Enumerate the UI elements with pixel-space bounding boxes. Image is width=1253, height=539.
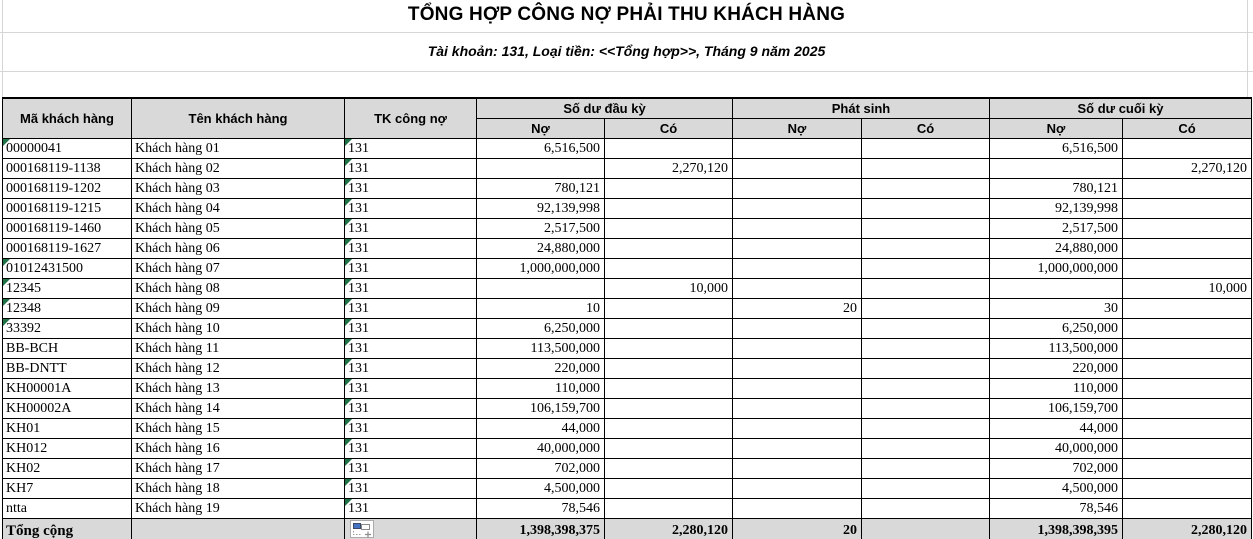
cell-opening-credit[interactable]: [605, 319, 733, 339]
cell-customer-name[interactable]: Khách hàng 15: [132, 419, 345, 439]
cell-closing-debit[interactable]: 110,000: [990, 379, 1123, 399]
text-as-number-warning-icon: [345, 439, 352, 446]
cell-customer-code[interactable]: KH00002A: [3, 399, 132, 419]
cell-closing-debit[interactable]: [990, 279, 1123, 299]
cell-period-debit[interactable]: [733, 499, 862, 519]
cell-account[interactable]: 131: [345, 459, 477, 479]
cell-period-credit[interactable]: [862, 399, 990, 419]
cell-customer-code[interactable]: 12345: [3, 279, 132, 299]
cell-period-debit[interactable]: [733, 339, 862, 359]
cell-opening-credit[interactable]: [605, 419, 733, 439]
header-closing-balance[interactable]: Số dư cuối kỳ: [990, 98, 1252, 119]
cell-closing-credit[interactable]: [1123, 179, 1252, 199]
cell-closing-debit[interactable]: 92,139,998: [990, 199, 1123, 219]
cell-closing-credit[interactable]: [1123, 139, 1252, 159]
total-closing-credit[interactable]: 2,280,120: [1123, 519, 1252, 539]
cell-account[interactable]: 131: [345, 439, 477, 459]
cell-period-debit[interactable]: [733, 139, 862, 159]
cell-period-debit[interactable]: [733, 459, 862, 479]
cell-opening-debit[interactable]: 2,517,500: [477, 219, 605, 239]
cell-account[interactable]: 131: [345, 179, 477, 199]
cell-opening-credit[interactable]: [605, 479, 733, 499]
cell-period-debit[interactable]: [733, 179, 862, 199]
clipboard-paste-options-icon[interactable]: [350, 520, 374, 538]
cell-closing-credit[interactable]: [1123, 339, 1252, 359]
table-row: [3, 499, 1252, 519]
cell-closing-debit[interactable]: 113,500,000: [990, 339, 1123, 359]
cell-account[interactable]: 131: [345, 479, 477, 499]
cell-customer-name[interactable]: Khách hàng 06: [132, 239, 345, 259]
cell-customer-code[interactable]: KH012: [3, 439, 132, 459]
cell-opening-debit[interactable]: 106,159,700: [477, 399, 605, 419]
cell-opening-debit[interactable]: 6,516,500: [477, 139, 605, 159]
cell-period-debit[interactable]: [733, 279, 862, 299]
cell-opening-debit[interactable]: 4,500,000: [477, 479, 605, 499]
cell-customer-code[interactable]: 000168119-1202: [3, 179, 132, 199]
cell-closing-debit[interactable]: 780,121: [990, 179, 1123, 199]
total-row: [3, 519, 1252, 539]
cell-period-debit[interactable]: [733, 159, 862, 179]
cell-account[interactable]: 131: [345, 199, 477, 219]
cell-opening-credit[interactable]: [605, 259, 733, 279]
cell-customer-code[interactable]: 12348: [3, 299, 132, 319]
text-as-number-warning-icon: [345, 419, 352, 426]
cell-opening-credit[interactable]: [605, 339, 733, 359]
cell-customer-name[interactable]: Khách hàng 04: [132, 199, 345, 219]
cell-period-credit[interactable]: [862, 479, 990, 499]
table-row: [3, 239, 1252, 259]
cell-opening-debit[interactable]: 78,546: [477, 499, 605, 519]
cell-closing-debit[interactable]: 24,880,000: [990, 239, 1123, 259]
text-as-number-warning-icon: [345, 319, 352, 326]
cell-closing-debit[interactable]: 106,159,700: [990, 399, 1123, 419]
cell-closing-credit[interactable]: [1123, 379, 1252, 399]
cell-opening-debit[interactable]: 1,000,000,000: [477, 259, 605, 279]
cell-opening-credit[interactable]: [605, 499, 733, 519]
cell-period-debit[interactable]: [733, 219, 862, 239]
table-row: [3, 179, 1252, 199]
text-as-number-warning-icon: [345, 359, 352, 366]
table-row: [3, 299, 1252, 319]
cell-period-debit[interactable]: [733, 259, 862, 279]
cell-opening-debit[interactable]: 6,250,000: [477, 319, 605, 339]
text-as-number-warning-icon: [345, 139, 352, 146]
cell-opening-debit[interactable]: 780,121: [477, 179, 605, 199]
header-account[interactable]: TK công nợ: [345, 98, 477, 139]
cell-closing-credit[interactable]: [1123, 239, 1252, 259]
table-row: [3, 419, 1252, 439]
cell-customer-name[interactable]: Khách hàng 11: [132, 339, 345, 359]
cell-opening-debit[interactable]: 44,000: [477, 419, 605, 439]
cell-account[interactable]: 131: [345, 219, 477, 239]
total-name-cell[interactable]: [132, 519, 345, 539]
gridline-horizontal: [0, 32, 1253, 33]
cell-closing-debit[interactable]: 702,000: [990, 459, 1123, 479]
text-as-number-warning-icon: [3, 299, 10, 306]
cell-opening-credit[interactable]: [605, 239, 733, 259]
header-opening-debit[interactable]: Nợ: [477, 119, 605, 139]
cell-period-credit[interactable]: [862, 499, 990, 519]
cell-account[interactable]: 131: [345, 399, 477, 419]
cell-period-credit[interactable]: [862, 299, 990, 319]
cell-customer-name[interactable]: Khách hàng 18: [132, 479, 345, 499]
text-as-number-warning-icon: [3, 319, 10, 326]
text-as-number-warning-icon: [3, 139, 10, 146]
cell-opening-credit[interactable]: [605, 399, 733, 419]
cell-period-credit[interactable]: [862, 179, 990, 199]
cell-opening-credit[interactable]: [605, 439, 733, 459]
cell-customer-name[interactable]: Khách hàng 17: [132, 459, 345, 479]
cell-customer-code[interactable]: 000168119-1215: [3, 199, 132, 219]
cell-customer-name[interactable]: Khách hàng 05: [132, 219, 345, 239]
cell-period-credit[interactable]: [862, 279, 990, 299]
cell-customer-name[interactable]: Khách hàng 10: [132, 319, 345, 339]
cell-customer-code[interactable]: KH00001A: [3, 379, 132, 399]
cell-account[interactable]: 131: [345, 499, 477, 519]
cell-period-debit[interactable]: [733, 419, 862, 439]
table-body: [3, 139, 1252, 519]
text-as-number-warning-icon: [3, 279, 10, 286]
table-row: [3, 139, 1252, 159]
text-as-number-warning-icon: [345, 299, 352, 306]
cell-closing-credit[interactable]: 2,270,120: [1123, 159, 1252, 179]
cell-period-credit[interactable]: [862, 319, 990, 339]
cell-period-credit[interactable]: [862, 159, 990, 179]
report-title: TỔNG HỢP CÔNG NỢ PHẢI THU KHÁCH HÀNG: [407, 4, 846, 25]
text-as-number-warning-icon: [345, 279, 352, 286]
cell-customer-code[interactable]: 00000041: [3, 139, 132, 159]
cell-closing-credit[interactable]: [1123, 479, 1252, 499]
cell-customer-name[interactable]: Khách hàng 19: [132, 499, 345, 519]
total-closing-debit[interactable]: 1,398,398,395: [990, 519, 1123, 539]
header-closing-credit[interactable]: Có: [1123, 119, 1252, 139]
cell-period-credit[interactable]: [862, 379, 990, 399]
cell-opening-debit[interactable]: 10: [477, 299, 605, 319]
total-period-debit[interactable]: 20: [733, 519, 862, 539]
cell-account[interactable]: 131: [345, 359, 477, 379]
total-account-cell[interactable]: [345, 519, 477, 539]
text-as-number-warning-icon: [3, 259, 10, 266]
cell-closing-debit[interactable]: 4,500,000: [990, 479, 1123, 499]
cell-closing-debit[interactable]: 30: [990, 299, 1123, 319]
header-customer-name[interactable]: Tên khách hàng: [132, 98, 345, 139]
cell-closing-credit[interactable]: [1123, 399, 1252, 419]
cell-closing-credit[interactable]: [1123, 299, 1252, 319]
text-as-number-warning-icon: [345, 239, 352, 246]
cell-period-debit[interactable]: [733, 439, 862, 459]
header-group-row: [3, 98, 1252, 119]
cell-opening-credit[interactable]: [605, 359, 733, 379]
cell-period-credit[interactable]: [862, 259, 990, 279]
cell-customer-name[interactable]: Khách hàng 12: [132, 359, 345, 379]
cell-period-debit[interactable]: 20: [733, 299, 862, 319]
cell-period-credit[interactable]: [862, 439, 990, 459]
header-closing-debit[interactable]: Nợ: [990, 119, 1123, 139]
cell-period-credit[interactable]: [862, 339, 990, 359]
cell-opening-credit[interactable]: [605, 459, 733, 479]
cell-opening-credit[interactable]: 2,270,120: [605, 159, 733, 179]
header-period-credit[interactable]: Có: [862, 119, 990, 139]
cell-opening-credit[interactable]: [605, 199, 733, 219]
text-as-number-warning-icon: [345, 399, 352, 406]
cell-customer-code[interactable]: 000168119-1460: [3, 219, 132, 239]
cell-customer-code[interactable]: KH01: [3, 419, 132, 439]
cell-closing-credit[interactable]: [1123, 419, 1252, 439]
cell-closing-debit[interactable]: 1,000,000,000: [990, 259, 1123, 279]
table-row: [3, 459, 1252, 479]
header-period-debit[interactable]: Nợ: [733, 119, 862, 139]
cell-customer-code[interactable]: 000168119-1138: [3, 159, 132, 179]
cell-customer-code[interactable]: KH7: [3, 479, 132, 499]
table-row: [3, 199, 1252, 219]
cell-period-debit[interactable]: [733, 359, 862, 379]
text-as-number-warning-icon: [345, 159, 352, 166]
cell-closing-credit[interactable]: [1123, 259, 1252, 279]
table-row: [3, 219, 1252, 239]
table-row: [3, 259, 1252, 279]
cell-closing-debit[interactable]: 78,546: [990, 499, 1123, 519]
cell-closing-debit[interactable]: 6,250,000: [990, 319, 1123, 339]
cell-account[interactable]: 131: [345, 279, 477, 299]
cell-closing-debit[interactable]: 2,517,500: [990, 219, 1123, 239]
cell-customer-name[interactable]: Khách hàng 16: [132, 439, 345, 459]
cell-opening-debit[interactable]: 110,000: [477, 379, 605, 399]
cell-customer-name[interactable]: Khách hàng 09: [132, 299, 345, 319]
text-as-number-warning-icon: [345, 479, 352, 486]
cell-opening-credit[interactable]: 10,000: [605, 279, 733, 299]
cell-account[interactable]: 131: [345, 239, 477, 259]
cell-closing-credit[interactable]: [1123, 459, 1252, 479]
text-as-number-warning-icon: [345, 219, 352, 226]
header-opening-credit[interactable]: Có: [605, 119, 733, 139]
cell-closing-credit[interactable]: 10,000: [1123, 279, 1252, 299]
cell-account[interactable]: 131: [345, 259, 477, 279]
table-row: [3, 339, 1252, 359]
table-row: [3, 399, 1252, 419]
cell-account[interactable]: 131: [345, 319, 477, 339]
cell-opening-debit[interactable]: [477, 159, 605, 179]
gridline-horizontal: [0, 71, 1253, 72]
cell-customer-name[interactable]: Khách hàng 14: [132, 399, 345, 419]
cell-account[interactable]: 131: [345, 139, 477, 159]
cell-opening-debit[interactable]: 220,000: [477, 359, 605, 379]
text-as-number-warning-icon: [345, 179, 352, 186]
cell-period-credit[interactable]: [862, 359, 990, 379]
receivables-table: [2, 97, 1252, 539]
cell-customer-name[interactable]: Khách hàng 01: [132, 139, 345, 159]
cell-account[interactable]: 131: [345, 159, 477, 179]
cell-customer-name[interactable]: Khách hàng 07: [132, 259, 345, 279]
cell-opening-debit[interactable]: 702,000: [477, 459, 605, 479]
cell-customer-code[interactable]: 33392: [3, 319, 132, 339]
cell-account[interactable]: 131: [345, 339, 477, 359]
cell-account[interactable]: 131: [345, 379, 477, 399]
cell-closing-credit[interactable]: [1123, 219, 1252, 239]
total-opening-debit[interactable]: 1,398,398,375: [477, 519, 605, 539]
cell-closing-credit[interactable]: [1123, 199, 1252, 219]
cell-opening-credit[interactable]: [605, 179, 733, 199]
cell-opening-debit[interactable]: 40,000,000: [477, 439, 605, 459]
cell-period-credit[interactable]: [862, 219, 990, 239]
cell-closing-credit[interactable]: [1123, 319, 1252, 339]
cell-opening-debit[interactable]: [477, 279, 605, 299]
cell-opening-credit[interactable]: [605, 299, 733, 319]
text-as-number-warning-icon: [345, 339, 352, 346]
table-row: [3, 439, 1252, 459]
text-as-number-warning-icon: [345, 259, 352, 266]
table-row: [3, 319, 1252, 339]
cell-opening-credit[interactable]: [605, 379, 733, 399]
cell-period-debit[interactable]: [733, 239, 862, 259]
cell-customer-code[interactable]: BB-BCH: [3, 339, 132, 359]
header-period-movement[interactable]: Phát sinh: [733, 98, 990, 119]
cell-closing-credit[interactable]: [1123, 359, 1252, 379]
text-as-number-warning-icon: [345, 499, 352, 506]
report-subtitle: Tài khoản: 131, Loại tiền: <<Tổng hợp>>, Tháng 9 năm 2025: [427, 43, 826, 59]
cell-closing-debit[interactable]: 40,000,000: [990, 439, 1123, 459]
header-opening-balance[interactable]: Số dư đầu kỳ: [477, 98, 733, 119]
cell-period-credit[interactable]: [862, 199, 990, 219]
table-row: [3, 479, 1252, 499]
cell-account[interactable]: 131: [345, 419, 477, 439]
cell-customer-name[interactable]: Khách hàng 08: [132, 279, 345, 299]
cell-period-credit[interactable]: [862, 459, 990, 479]
cell-period-debit[interactable]: [733, 479, 862, 499]
cell-closing-debit[interactable]: [990, 159, 1123, 179]
text-as-number-warning-icon: [345, 459, 352, 466]
cell-period-credit[interactable]: [862, 239, 990, 259]
cell-period-credit[interactable]: [862, 419, 990, 439]
header-customer-code[interactable]: Mã khách hàng: [3, 98, 132, 139]
cell-customer-code[interactable]: KH02: [3, 459, 132, 479]
cell-opening-credit[interactable]: [605, 139, 733, 159]
cell-customer-name[interactable]: Khách hàng 02: [132, 159, 345, 179]
table-row: [3, 359, 1252, 379]
cell-opening-debit[interactable]: 92,139,998: [477, 199, 605, 219]
table-row: [3, 379, 1252, 399]
cell-customer-name[interactable]: Khách hàng 03: [132, 179, 345, 199]
total-opening-credit[interactable]: 2,280,120: [605, 519, 733, 539]
cell-closing-debit[interactable]: 220,000: [990, 359, 1123, 379]
table-footer: [3, 519, 1252, 539]
table-row: [3, 279, 1252, 299]
text-as-number-warning-icon: [345, 199, 352, 206]
cell-period-credit[interactable]: [862, 139, 990, 159]
cell-customer-code[interactable]: BB-DNTT: [3, 359, 132, 379]
table-header: [3, 98, 1252, 139]
cell-customer-code[interactable]: 000168119-1627: [3, 239, 132, 259]
total-label[interactable]: Tổng cộng: [3, 519, 132, 539]
cell-opening-debit[interactable]: 24,880,000: [477, 239, 605, 259]
cell-period-debit[interactable]: [733, 379, 862, 399]
cell-closing-debit[interactable]: 6,516,500: [990, 139, 1123, 159]
cell-customer-name[interactable]: Khách hàng 13: [132, 379, 345, 399]
cell-opening-credit[interactable]: [605, 219, 733, 239]
total-period-credit[interactable]: [862, 519, 990, 539]
table-row: [3, 159, 1252, 179]
cell-closing-credit[interactable]: [1123, 499, 1252, 519]
cell-customer-code[interactable]: 01012431500: [3, 259, 132, 279]
cell-closing-credit[interactable]: [1123, 439, 1252, 459]
cell-customer-code[interactable]: ntta: [3, 499, 132, 519]
cell-period-debit[interactable]: [733, 399, 862, 419]
cell-closing-debit[interactable]: 44,000: [990, 419, 1123, 439]
cell-period-debit[interactable]: [733, 319, 862, 339]
cell-opening-debit[interactable]: 113,500,000: [477, 339, 605, 359]
text-as-number-warning-icon: [345, 379, 352, 386]
cell-period-debit[interactable]: [733, 199, 862, 219]
cell-account[interactable]: 131: [345, 299, 477, 319]
